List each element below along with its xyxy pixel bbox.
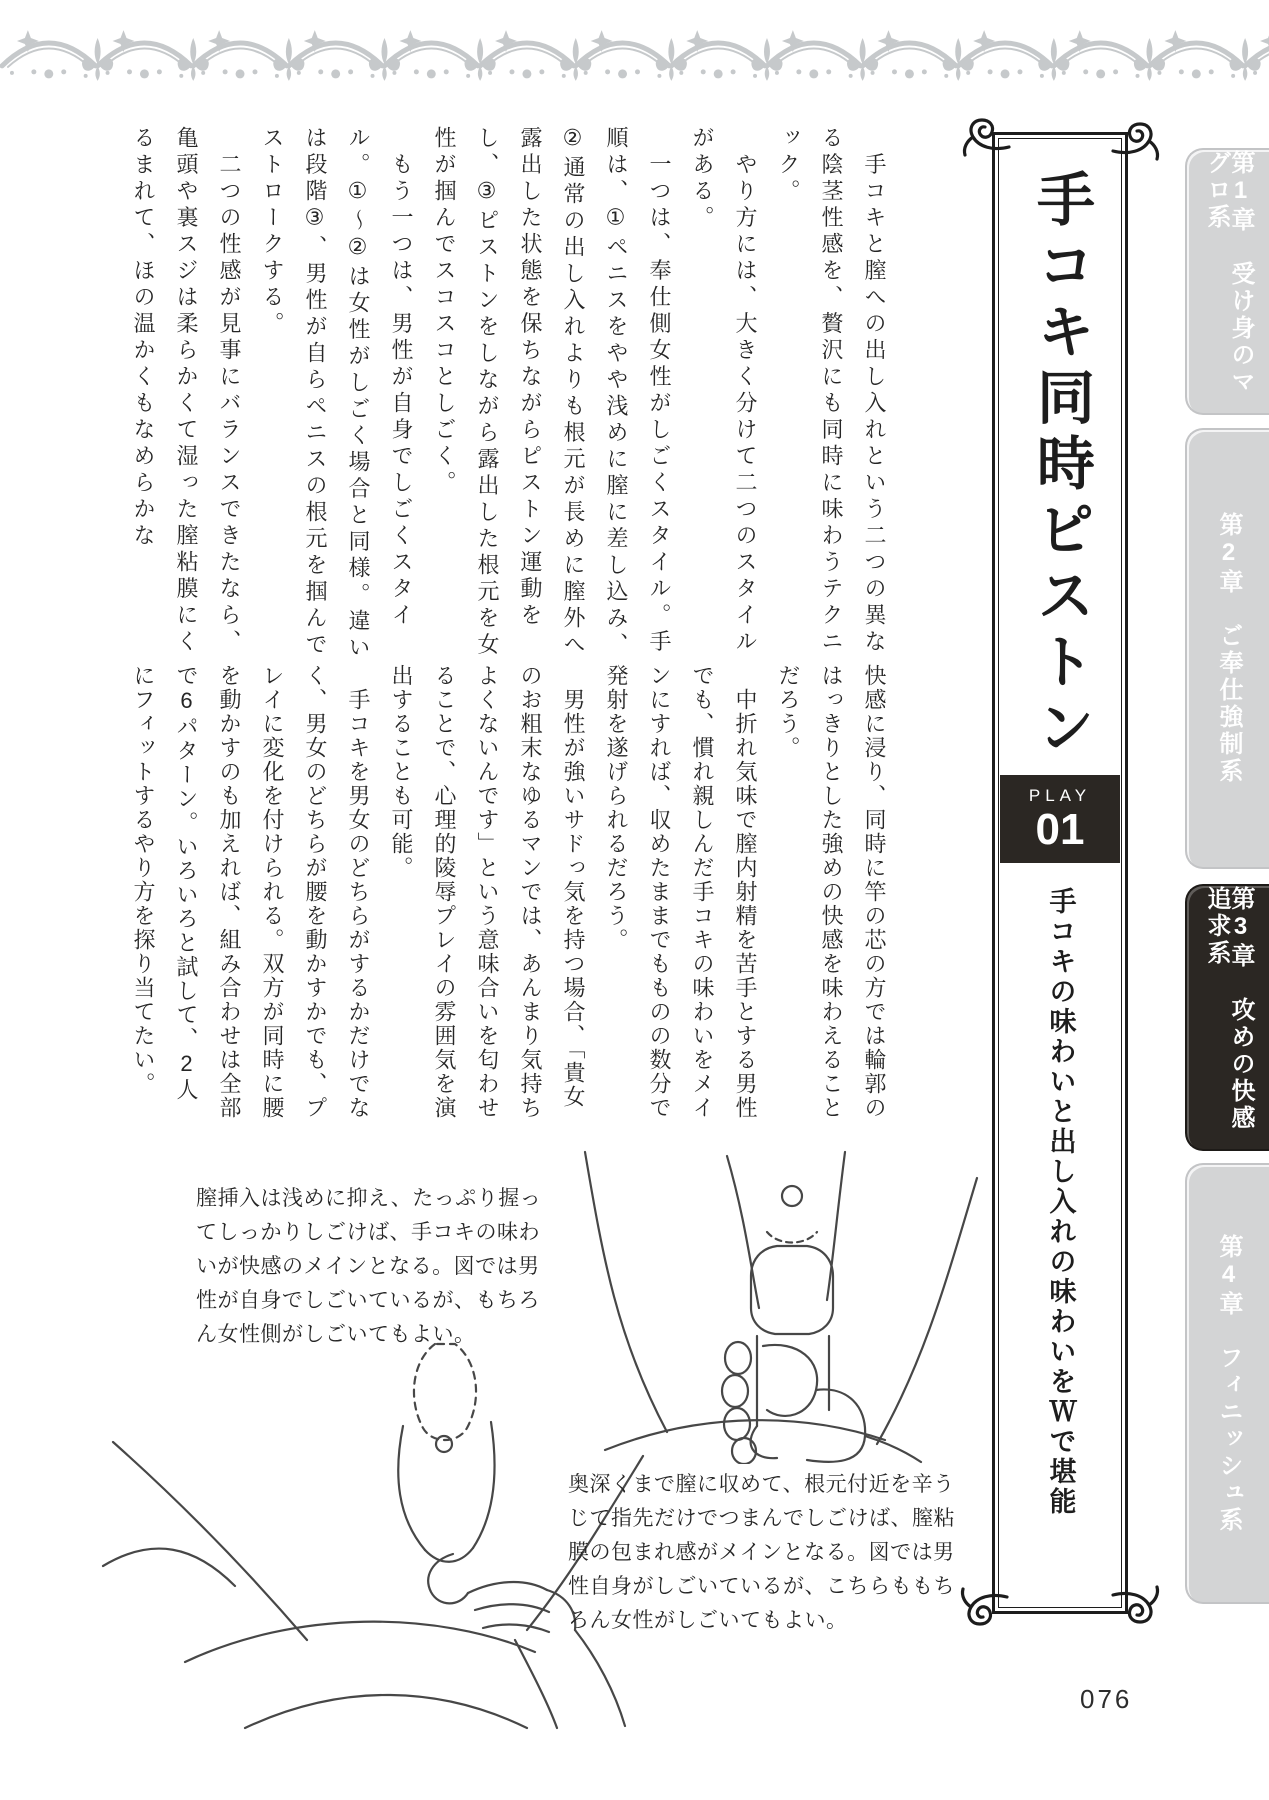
paragraph: 手コキと膣への出し入れという二つの異なる陰茎性感を、贅沢にも同時に味わうテクニック。 [776,126,887,656]
tab-chapter-1[interactable] [1185,148,1269,415]
page-number: 076 [1080,1684,1133,1714]
paragraph: 中折れ気味で膣内射精を苦手とする男性でも、慣れ親しんだ手コキの味わいをメインにすれば、収めたままでもものの数分で発射を遂げられるだろう。 [604,664,758,1120]
illustration-caption-1: 膣挿入は浅めに抑え、たっぷり握ってしっかりしごけば、手コキの味わいが快感のメインとなる。図では男性が自身でしごいているが、もちろん女性側がしごいてもよい。 [196,1187,542,1346]
body-text-lower-block [120,664,896,1122]
paragraph: 二つの性感が見事にバランスできたなら、亀頭や裏スジは柔らかくて湿った膣粘膜にくるまれて、ほの温かくもなめらかな [131,126,242,656]
page-title: 手コキ同時ピストン [1028,169,1093,763]
play-label: PLAY [1028,785,1092,805]
body-text-upper-block [120,126,896,666]
play-number: 01 [1035,804,1085,854]
corner-curl-icon [1111,121,1163,173]
ornamental-border [0,14,1269,84]
paragraph: やり方には、大きく分けて二つのスタイルがある。 [690,126,758,656]
tab-chapter-3-label: 第3章 攻めの快感追求系 [1203,886,1254,1132]
play-number-badge [1000,775,1120,863]
illustration-caption-2: 奥深くまで膣に収めて、根元付近を辛うじて指先だけでつまんでしごけば、膣粘膜の包まれ感がメインとなる。図では男性自身がしごいているが、こちらももちろん女性がしごいてもよい。 [568,1473,955,1632]
tab-chapter-1-label: 第1章 受け身のマグロ系 [1203,150,1254,396]
tab-chapter-4-label: 第4章 フィニッシュ系 [1215,1233,1242,1534]
paragraph: 快感に浸り、同時に竿の芯の方では輪郭のはっきりとした強めの快感を味わえることだろう。 [776,664,887,1120]
paragraph: 男性が強いサドっ気を持つ場合、「貴女のお粗末なゆるマンでは、あんまり気持ちよくないんです」という意味合いを匂わせることで、心理的陵辱プレイの雰囲気を演出することも可能。 [389,664,586,1120]
tab-chapter-3-active[interactable] [1185,884,1269,1151]
tab-chapter-2-label: 第2章 ご奉仕強制系 [1215,512,1242,785]
corner-curl-icon [959,117,1011,169]
paragraph: 一つは、奉仕側女性がしごくスタイル。手順は、①ペニスをやや浅めに膣に差し込み、②通常の出し入れよりも根元が長めに膣外へ露出した状態を保ちながらピストン運動をし、③ピストンをしながら露出した根元を女性が掴んでスコスコとしごく。 [432,126,672,659]
corner-curl-icon [1111,1573,1163,1625]
page-subtitle: 手コキの味わいと出し入れの味わいをＷで堪能 [1045,887,1076,1517]
title-frame [992,132,1128,1614]
corner-curl-icon [957,1575,1009,1627]
tab-chapter-2[interactable] [1185,428,1269,869]
tab-chapter-4[interactable] [1185,1163,1269,1604]
paragraph: 手コキを男女のどちらがするかだけでなく、男女のどちらが腰を動かすかでも、プレイに変化を付けられる。双方が同時に腰を動かすのも加えれば、組み合わせは全部で6パターン。いろいろと試して、2人にフィットするやり方を探り当てたい。 [131,664,371,1120]
paragraph: もう一つは、男性が自身でしごくスタイル。①～②は女性がしごく場合と同様。違いは段階③、男性が自らペニスの根元を掴んでストロークする。 [260,126,414,662]
